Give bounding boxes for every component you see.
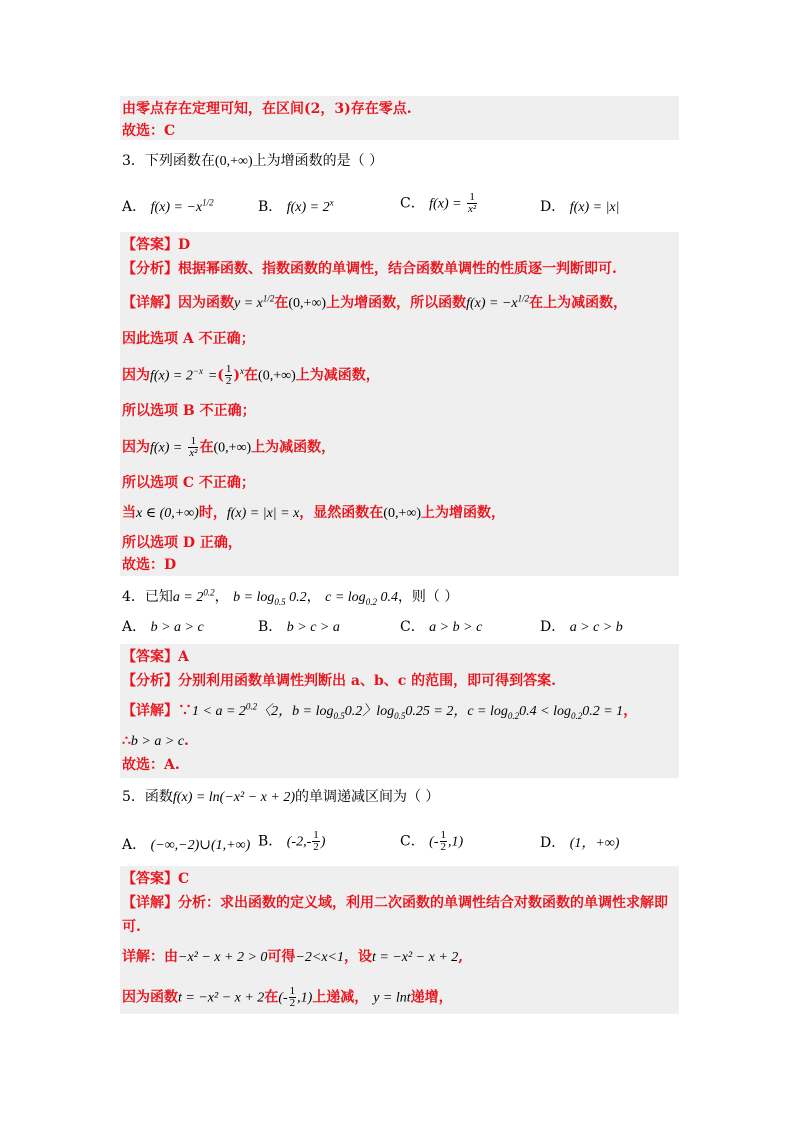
q4-detail-3: 故选：A. [122,757,180,773]
q3-detail-7: 当x ∈ (0,+∞)时，f(x) = |x| = x，显然函数在(0,+∞)上为增函数， [122,505,505,521]
q4-detail-1: 【详解】∵1 < $a = 2^{0.2}$〈2，$b = \log_{0.5}0.2$〉$\log_{0.5}0.25 = 2$，$c = \log_{0.2}0.4 < \log_{0.2}0.2 = 1$， [122,701,638,721]
q4-stem: 4．已知$a = 2^{0.2}$， $b = \log_{0.5} 0.2$， $c = \log_{0.2} 0.4$，则（ ） [122,587,459,607]
q3-answer: 【答案】D [122,237,191,253]
q5-option-c: C． (- $\frac{1}{2}$ ,1) [400,829,464,853]
q3-detail-1: 【详解】因为函数$y = x^{1/2}$在(0,+∞)上为增函数，所以函数$f(x) = -x^{1/2}$在上为减函数， [122,293,628,311]
prev-conclusion: 由零点存在定理可知，在区间(2，3)存在零点. [122,101,412,117]
q5-detail-2: 可. [122,919,141,935]
q3-option-d: D． f(x) = |x| [540,199,620,215]
q5-option-d: D． (1，+∞) [540,835,620,851]
q4-detail-2: ∴b > a > c. [122,733,189,749]
q5-detail-3: 详解：由−x² − x + 2 > 0可得−2<x<1，设t = −x² − x + 2, [122,949,464,965]
prev-choice: 故选：C [122,123,176,139]
q3-stem: 3．下列函数在(0,+∞)上为增函数的是（ ） [122,153,384,169]
q5-answer: 【答案】C [122,871,190,887]
q3-detail-8: 所以选项 D 正确， [122,535,242,551]
q4-answer: 【答案】A [122,649,189,665]
q3-option-b: B． $f(x) = 2^x$ [258,197,334,215]
q5-detail-4: 因为函数t = −x² − x + 2在(- $\frac{1}{2}$ ,1)上递减， y = lnt递增， [122,985,453,1009]
q4-option-c: C． a > b > c [400,619,483,635]
q3-option-c: C． f(x) = $\frac{1}{\text{x²}}$ [400,191,477,215]
q5-stem: 5．函数f(x) = ln(−x² − x + 2)的单调递减区间为（ ） [122,789,440,805]
q4-option-b: B． b > c > a [258,619,340,635]
q3-option-a: A． $f(x) = -x^{1/2}$ [122,197,214,215]
q5-detail-1: 【详解】分析：求出函数的定义域，利用二次函数的单调性结合对数函数的单调性求解即 [122,895,668,911]
q3-detail-4: 所以选项 B 不正确； [122,403,256,419]
q5-option-b: B． (-2,- $\frac{1}{2}$ ) [258,829,326,853]
q3-detail-5: 因为f(x) = $\frac{1}{\text{x²}}$ 在(0,+∞)上为减函数， [122,435,336,459]
q3-detail-3: 因为$f(x) = 2^{-x}$ =( $\frac{1}{2}$ )$^x$在(0,+∞)上为减函数， [122,363,380,387]
q4-option-a: A． b > a > c [122,619,204,635]
q5-option-a: A． (−∞,−2)∪(1,+∞) [122,837,251,853]
q3-analysis: 【分析】根据幂函数、指数函数的单调性，结合函数单调性的性质逐一判断即可. [122,261,617,277]
q4-option-d: D． a > c > b [540,619,623,635]
q3-detail-9: 故选：D [122,557,177,573]
q3-detail-6: 所以选项 C 不正确； [122,475,255,491]
q4-analysis: 【分析】分别利用函数单调性判断出 a、b、c 的范围，即可得到答案. [122,673,557,689]
q3-detail-2: 因此选项 A 不正确； [122,331,255,347]
